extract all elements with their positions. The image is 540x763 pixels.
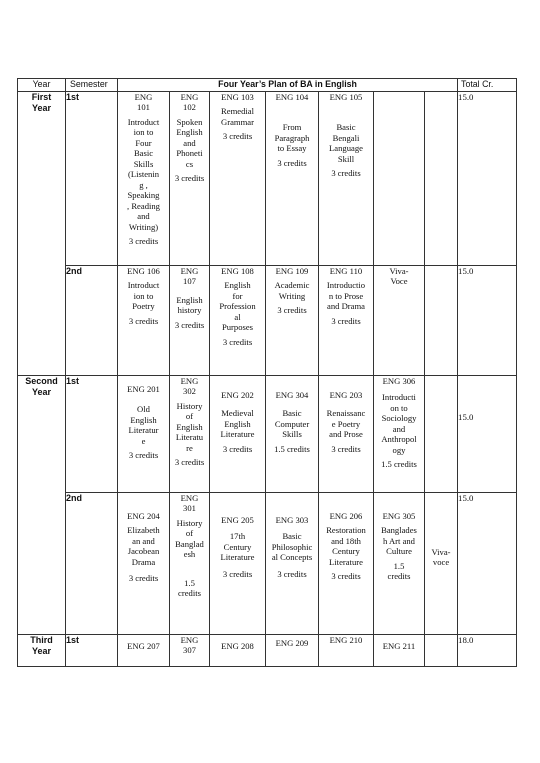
course-plan-table [17,78,517,667]
semester-label: 1st [66,635,118,667]
table-row [18,92,517,266]
course-cell: ENG 204 Elizabeth an and Jacobean Drama 3 credits [118,493,170,635]
course-cell: ENG 208 [210,635,266,667]
course-cell: ENG 305 Banglades h Art and Culture 1.5 credits [374,493,425,635]
course-cell [425,635,458,667]
semester-header: Semester [66,79,118,92]
course-cell: ENG 101 Introduct ion to Four Basic Skills (Listenin g , Speaking , Reading and Writing) 3 credits [118,92,170,266]
course-cell: ENG 206 Restoration and 18th Century Literature 3 credits [319,493,374,635]
total-credits: 15.0 [458,493,517,635]
total-credits-header: Total Cr. [458,79,517,92]
total-credits: 15.0 [458,266,517,376]
course-cell: ENG 306 Introducti on to Sociology and Anthropol ogy 1.5 credits [374,376,425,493]
course-cell: ENG 211 [374,635,425,667]
course-cell: ENG 107 English history 3 credits [170,266,210,376]
semester-label: 2nd [66,266,118,376]
year-header: Year [18,79,66,92]
total-credits: 18.0 [458,635,517,667]
course-cell: ENG 106 Introduct ion to Poetry 3 credits [118,266,170,376]
course-cell: ENG 303 Basic Philosophic al Concepts 3 credits [266,493,319,635]
course-cell: ENG 307 [170,635,210,667]
course-cell: ENG 102 Spoken English and Phoneti cs 3 credits [170,92,210,266]
course-cell [425,266,458,376]
total-credits: 15.0 [458,376,517,493]
course-cell: Viva- voce [425,493,458,635]
course-cell: ENG 207 [118,635,170,667]
total-credits: 15.0 [458,92,517,266]
semester-label: 2nd [66,493,118,635]
course-cell [425,376,458,493]
year-label: Second Year [18,376,66,635]
course-cell: ENG 209 [266,635,319,667]
plan-title: Four Year’s Plan of BA in English [118,79,458,92]
semester-label: 1st [66,376,118,493]
course-cell: ENG 104 From Paragraph to Essay 3 credits [266,92,319,266]
course-cell: ENG 205 17th Century Literature 3 credits [210,493,266,635]
course-cell: ENG 108 English for Profession al Purposes 3 credits [210,266,266,376]
table-row [18,266,517,376]
course-cell: ENG 301 History of Banglad esh 1.5 credits [170,493,210,635]
year-label: First Year [18,92,66,376]
course-cell [374,92,425,266]
semester-label: 1st [66,92,118,266]
header-row [18,79,517,92]
course-cell: Viva- Voce [374,266,425,376]
course-cell: ENG 110 Introductio n to Prose and Drama 3 credits [319,266,374,376]
table-row [18,493,517,635]
course-cell: ENG 203 Renaissanc e Poetry and Prose 3 credits [319,376,374,493]
course-cell [425,92,458,266]
year-label: Third Year [18,635,66,667]
course-cell: ENG 201 Old English Literatur e 3 credits [118,376,170,493]
course-cell: ENG 210 [319,635,374,667]
course-cell: ENG 105 Basic Bengali Language Skill 3 credits [319,92,374,266]
course-cell: ENG 103 Remedial Grammar 3 credits [210,92,266,266]
table-row [18,635,517,667]
course-cell: ENG 304 Basic Computer Skills 1.5 credits [266,376,319,493]
course-cell: ENG 202 Medieval English Literature 3 credits [210,376,266,493]
course-cell: ENG 109 Academic Writing 3 credits [266,266,319,376]
course-cell: ENG 302 History of English Literatu re 3 credits [170,376,210,493]
table-row [18,376,517,493]
